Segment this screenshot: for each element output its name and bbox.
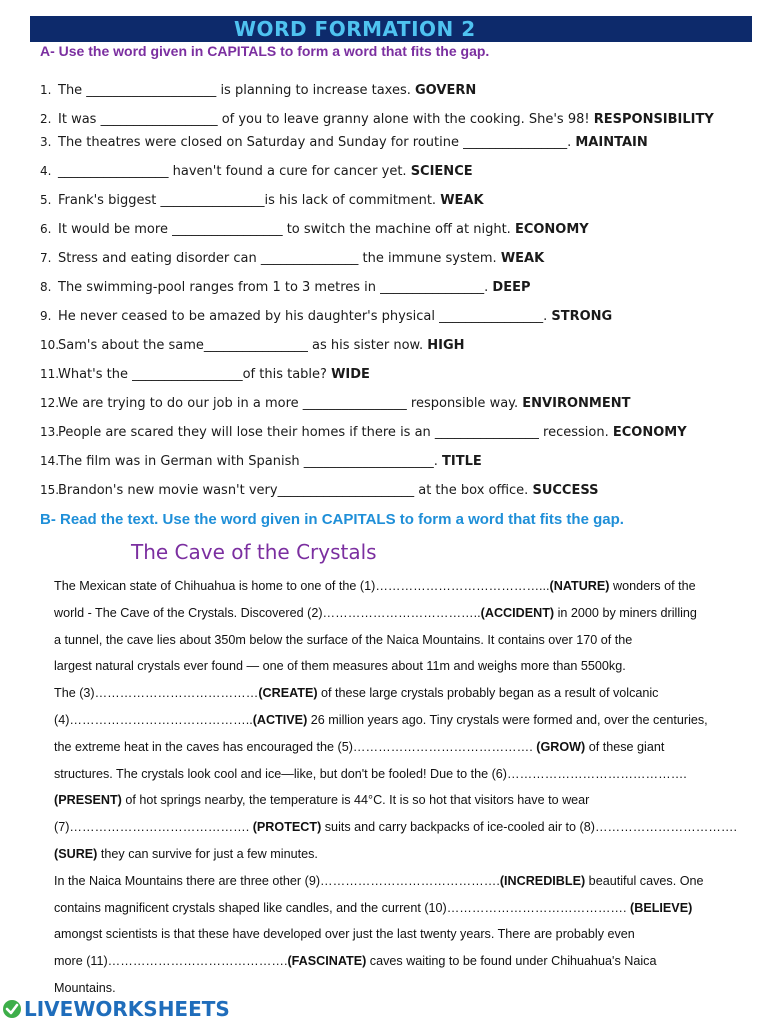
question-number: 10. xyxy=(40,338,60,352)
question-keyword: HIGH xyxy=(427,338,465,353)
passage-segment: wonders of the xyxy=(609,579,696,593)
passage-line xyxy=(54,710,744,737)
gap-keyword: (PROTECT) xyxy=(252,820,322,835)
passage-line xyxy=(54,630,744,657)
passage-segment: of these giant xyxy=(585,739,665,754)
passage-segment: they can survive for just a few minutes. xyxy=(97,846,318,861)
passage-segment: of these large crystals probably began as a result of volcanic xyxy=(317,686,659,701)
gap-keyword: (BELIEVE) xyxy=(630,900,693,915)
question-number: 2. xyxy=(40,112,52,126)
section-b-instruction: B- Read the text. Use the word given in CAPITALS to form a word that fits the gap. xyxy=(40,511,624,528)
question-number: 15. xyxy=(40,483,60,497)
gap-keyword: (NATURE) xyxy=(549,579,610,593)
worksheet-title: WORD FORMATION 2 xyxy=(234,17,476,41)
question-text: It was __________________ of you to leave granny alone with the cooking. She's 98! xyxy=(58,112,590,127)
question-text: Sam's about the same________________ as his sister now. xyxy=(58,338,424,353)
question-number: 8. xyxy=(40,280,52,294)
gap-keyword: (GROW) xyxy=(536,739,586,754)
passage-line xyxy=(54,951,744,978)
passage-segment: In the Naica Mountains there are three other (9)……………………………………. xyxy=(54,873,500,888)
gap-keyword: (ACCIDENT) xyxy=(480,605,555,620)
question-item xyxy=(40,423,687,442)
passage-line xyxy=(54,764,744,791)
question-text: Frank's biggest ________________is his lack of commitment. xyxy=(58,193,437,208)
question-number: 13. xyxy=(40,425,60,439)
question-text: What's the _________________of this table? xyxy=(58,367,327,382)
question-number: 11. xyxy=(40,367,60,381)
section-a-instruction: A- Use the word given in CAPITALS to form a word that fits the gap. xyxy=(40,43,490,59)
question-item xyxy=(40,394,630,413)
question-keyword: RESPONSIBILITY xyxy=(593,112,714,127)
question-item xyxy=(40,336,465,355)
question-item xyxy=(40,307,612,326)
passage-line xyxy=(54,656,744,683)
gap-keyword: (INCREDIBLE) xyxy=(499,873,586,888)
question-item xyxy=(40,365,370,384)
gap-keyword: (CREATE) xyxy=(258,686,318,701)
passage-line xyxy=(54,817,744,844)
question-item xyxy=(40,81,476,100)
passage-segment: in 2000 by miners drilling xyxy=(554,605,697,620)
passage-line xyxy=(54,844,744,871)
question-text: Stress and eating disorder can _______________ the immune system. xyxy=(58,251,497,266)
passage-segment: a tunnel, the cave lies about 350m below the surface of the Naica Mountains. It contains over 170 of the xyxy=(54,632,633,647)
question-keyword: TITLE xyxy=(442,454,482,469)
question-text: Brandon's new movie wasn't very_____________________ at the box office. xyxy=(58,483,529,498)
passage-segment: structures. The crystals look cool and ice—like, but don't be fooled! Due to the (6)……………………………………. xyxy=(54,766,687,781)
question-keyword: ECONOMY xyxy=(514,222,589,237)
question-keyword: WIDE xyxy=(331,367,370,382)
passage-segment: Mountains. xyxy=(54,980,116,995)
question-keyword: WEAK xyxy=(440,193,484,208)
question-keyword: SCIENCE xyxy=(410,164,473,179)
question-keyword: SUCCESS xyxy=(532,483,599,498)
gap-keyword: (SURE) xyxy=(54,846,98,861)
gap-keyword: (ACTIVE) xyxy=(252,712,308,727)
passage-segment: 26 million years ago. Tiny crystals were formed and, over the centuries, xyxy=(307,712,708,727)
question-item xyxy=(40,133,648,152)
question-text: It would be more _________________ to switch the machine off at night. xyxy=(58,222,511,237)
question-number: 14. xyxy=(40,454,60,468)
question-item xyxy=(40,110,714,129)
question-text: _________________ haven't found a cure for cancer yet. xyxy=(58,164,407,179)
question-text: The film was in German with Spanish ____________________. xyxy=(58,454,438,469)
question-keyword: DEEP xyxy=(492,280,531,295)
passage-segment: caves waiting to be found under Chihuahua's Naica xyxy=(366,954,657,969)
gap-keyword: (PRESENT) xyxy=(54,793,122,808)
brand-name: LIVEWORKSHEETS xyxy=(24,997,230,1021)
question-number: 6. xyxy=(40,222,52,236)
question-item xyxy=(40,481,599,500)
question-text: The ____________________ is planning to increase taxes. xyxy=(58,83,411,98)
question-number: 3. xyxy=(40,135,52,149)
question-keyword: ECONOMY xyxy=(612,425,687,440)
passage-segment: largest natural crystals ever found — one of them measures about 11m and weighs more than 5500kg. xyxy=(54,659,626,674)
passage-segment: contains magnificent crystals shaped like candles, and the current (10)……………………………………. xyxy=(54,900,631,915)
passage-line xyxy=(54,683,744,710)
passage-segment: more (11)……………………………………. xyxy=(54,954,288,969)
question-number: 5. xyxy=(40,193,52,207)
liveworksheets-logo-icon xyxy=(2,999,22,1019)
passage-segment: world - The Cave of the Crystals. Discovered (2)……………………………….. xyxy=(54,605,481,620)
question-text: He never ceased to be amazed by his daughter's physical ________________. xyxy=(58,309,548,324)
passage-segment: of hot springs nearby, the temperature is 44°C. It is so hot that visitors have to wear xyxy=(121,793,590,808)
passage-segment: the extreme heat in the caves has encouraged the (5)……………………………………. xyxy=(54,739,537,754)
question-keyword: ENVIRONMENT xyxy=(522,396,631,411)
passage-title: The Cave of the Crystals xyxy=(131,540,377,564)
question-number: 12. xyxy=(40,396,60,410)
passage-line xyxy=(54,871,744,898)
passage-segment: amongst scientists is that these have developed over just the last twenty years. There are probably even xyxy=(54,927,635,942)
passage-segment: suits and carry backpacks of ice-cooled air to (8)……………………………. xyxy=(321,820,737,835)
question-item xyxy=(40,452,482,471)
question-number: 1. xyxy=(40,83,52,97)
question-number: 7. xyxy=(40,251,52,265)
question-keyword: WEAK xyxy=(500,251,545,266)
question-keyword: GOVERN xyxy=(415,83,477,98)
passage-line xyxy=(54,898,744,925)
question-keyword: STRONG xyxy=(551,309,613,324)
question-item xyxy=(40,162,473,181)
passage-segment: The Mexican state of Chihuahua is home to one of the (1)…………………………………... xyxy=(54,579,550,593)
passage-segment: (7)……………………………………. xyxy=(54,820,253,835)
passage-line xyxy=(54,924,744,951)
question-item xyxy=(40,278,531,297)
passage-segment: (4)…………………………………….. xyxy=(54,712,253,727)
passage-line xyxy=(54,576,744,603)
passage-segment: beautiful caves. One xyxy=(585,873,704,888)
passage-line xyxy=(54,790,744,817)
question-text: People are scared they will lose their homes if there is an ________________ recession. xyxy=(58,425,609,440)
question-text: The swimming-pool ranges from 1 to 3 metres in ________________. xyxy=(58,280,489,295)
question-number: 4. xyxy=(40,164,52,178)
question-text: We are trying to do our job in a more ________________ responsible way. xyxy=(58,396,519,411)
gap-keyword: (FASCINATE) xyxy=(287,954,367,969)
passage-line xyxy=(54,737,744,764)
footer-logo[interactable] xyxy=(2,996,230,1022)
question-number: 9. xyxy=(40,309,52,323)
worksheet-title-banner xyxy=(30,16,752,42)
question-item xyxy=(40,191,484,210)
question-item xyxy=(40,249,544,268)
passage-line xyxy=(54,603,744,630)
question-text: The theatres were closed on Saturday and Sunday for routine ________________. xyxy=(58,135,572,150)
question-item xyxy=(40,220,589,239)
passage-segment: The (3)………………………………… xyxy=(54,686,259,701)
passage-text xyxy=(54,576,744,1005)
question-keyword: MAINTAIN xyxy=(575,135,648,150)
